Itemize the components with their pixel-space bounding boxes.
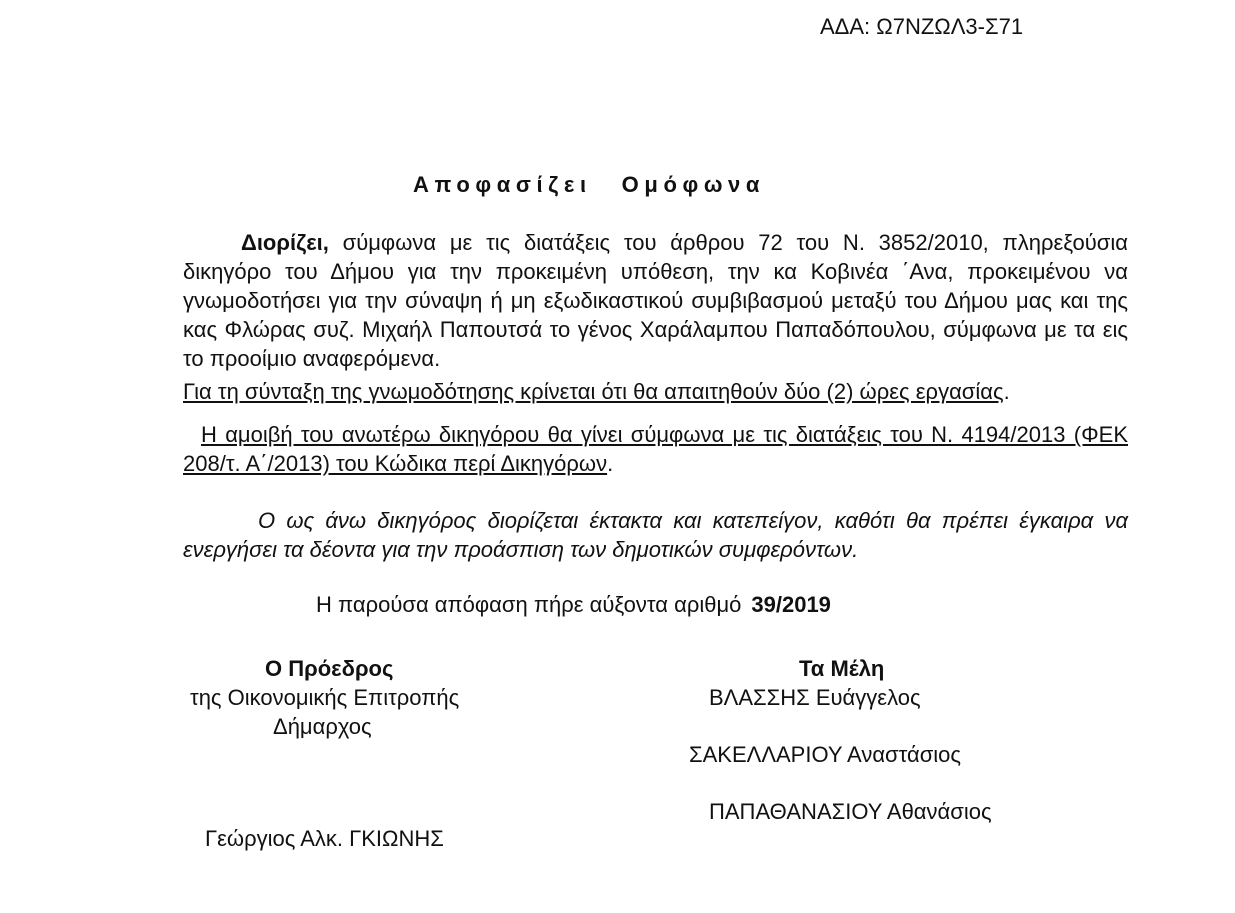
appointment-paragraph [183,228,1128,373]
appointment-lead: Διορίζει, [241,230,329,255]
decision-number-text: Η παρούσα απόφαση πήρε αύξοντα αριθμό [316,592,742,617]
member-name: ΣΑΚΕΛΛΑΡΙΟΥ Αναστάσιος [689,742,962,767]
urgency-paragraph: Ο ως άνω δικηγόρος διορίζεται έκτακτα και κατεπείγον, καθότι θα πρέπει έγκαιρα να ενεργήσει τα δέοντα για την προάσπιση των δημοτικών συμφερόντων. [183,508,1128,562]
member-name: ΠΑΠΑΘΑΝΑΣΙΟΥ Αθανάσιος [709,799,992,824]
heading-word-1: Αποφασίζει [413,172,592,197]
hours-text: Για τη σύνταξη της γνωμοδότησης κρίνεται ότι θα απαιτηθούν δύο (2) ώρες εργασίας [183,379,1004,404]
member-name: ΒΛΑΣΣΗΣ Ευάγγελος [709,685,921,710]
decision-number: 39/2019 [751,592,831,617]
decision-heading [413,172,765,198]
president-role: Δήμαρχος [273,714,372,739]
fee-text: Η αμοιβή του ανωτέρω δικηγόρου θα γίνει σύμφωνα με τις διατάξεις του Ν. 4194/2013 (ΦΕΚ 208/τ. Α΄/2013) του Κώδικα περί Δικηγόρων [183,422,1128,476]
appointment-text: σύμφωνα με τις διατάξεις του άρθρου 72 του Ν. 3852/2010, πληρεξούσια δικηγόρο του Δήμου για την προκειμένη υπόθεση, την κα Κοβινέα ΄Ανα, προκειμένου να γνωμοδοτήσει για την σύναψη ή μη εξωδικαστικού συμβιβασμού μεταξύ του Δήμου μας και της κας Φλώρας συζ. Μιχαήλ Παπουτσά το γένος Χαράλαμπου Παπαδόπουλου, σύμφωνα με τα εις το προοίμιο αναφερόμενα. [183,230,1128,371]
president-committee: της Οικονομικής Επιτροπής [190,685,460,710]
decision-number-line [316,592,831,618]
president-name: Γεώργιος Αλκ. ΓΚΙΩΝΗΣ [205,826,444,851]
hours-paragraph [183,377,1128,406]
fee-paragraph [183,420,1128,478]
fee-end: . [607,451,614,476]
heading-word-2: Ομόφωνα [621,172,765,197]
members-title: Τα Μέλη [799,656,885,681]
ada-code: ΑΔΑ: Ω7ΝΖΩΛ3-Σ71 [820,14,1024,39]
hours-end: . [1003,379,1010,404]
president-title: Ο Πρόεδρος [265,656,394,681]
